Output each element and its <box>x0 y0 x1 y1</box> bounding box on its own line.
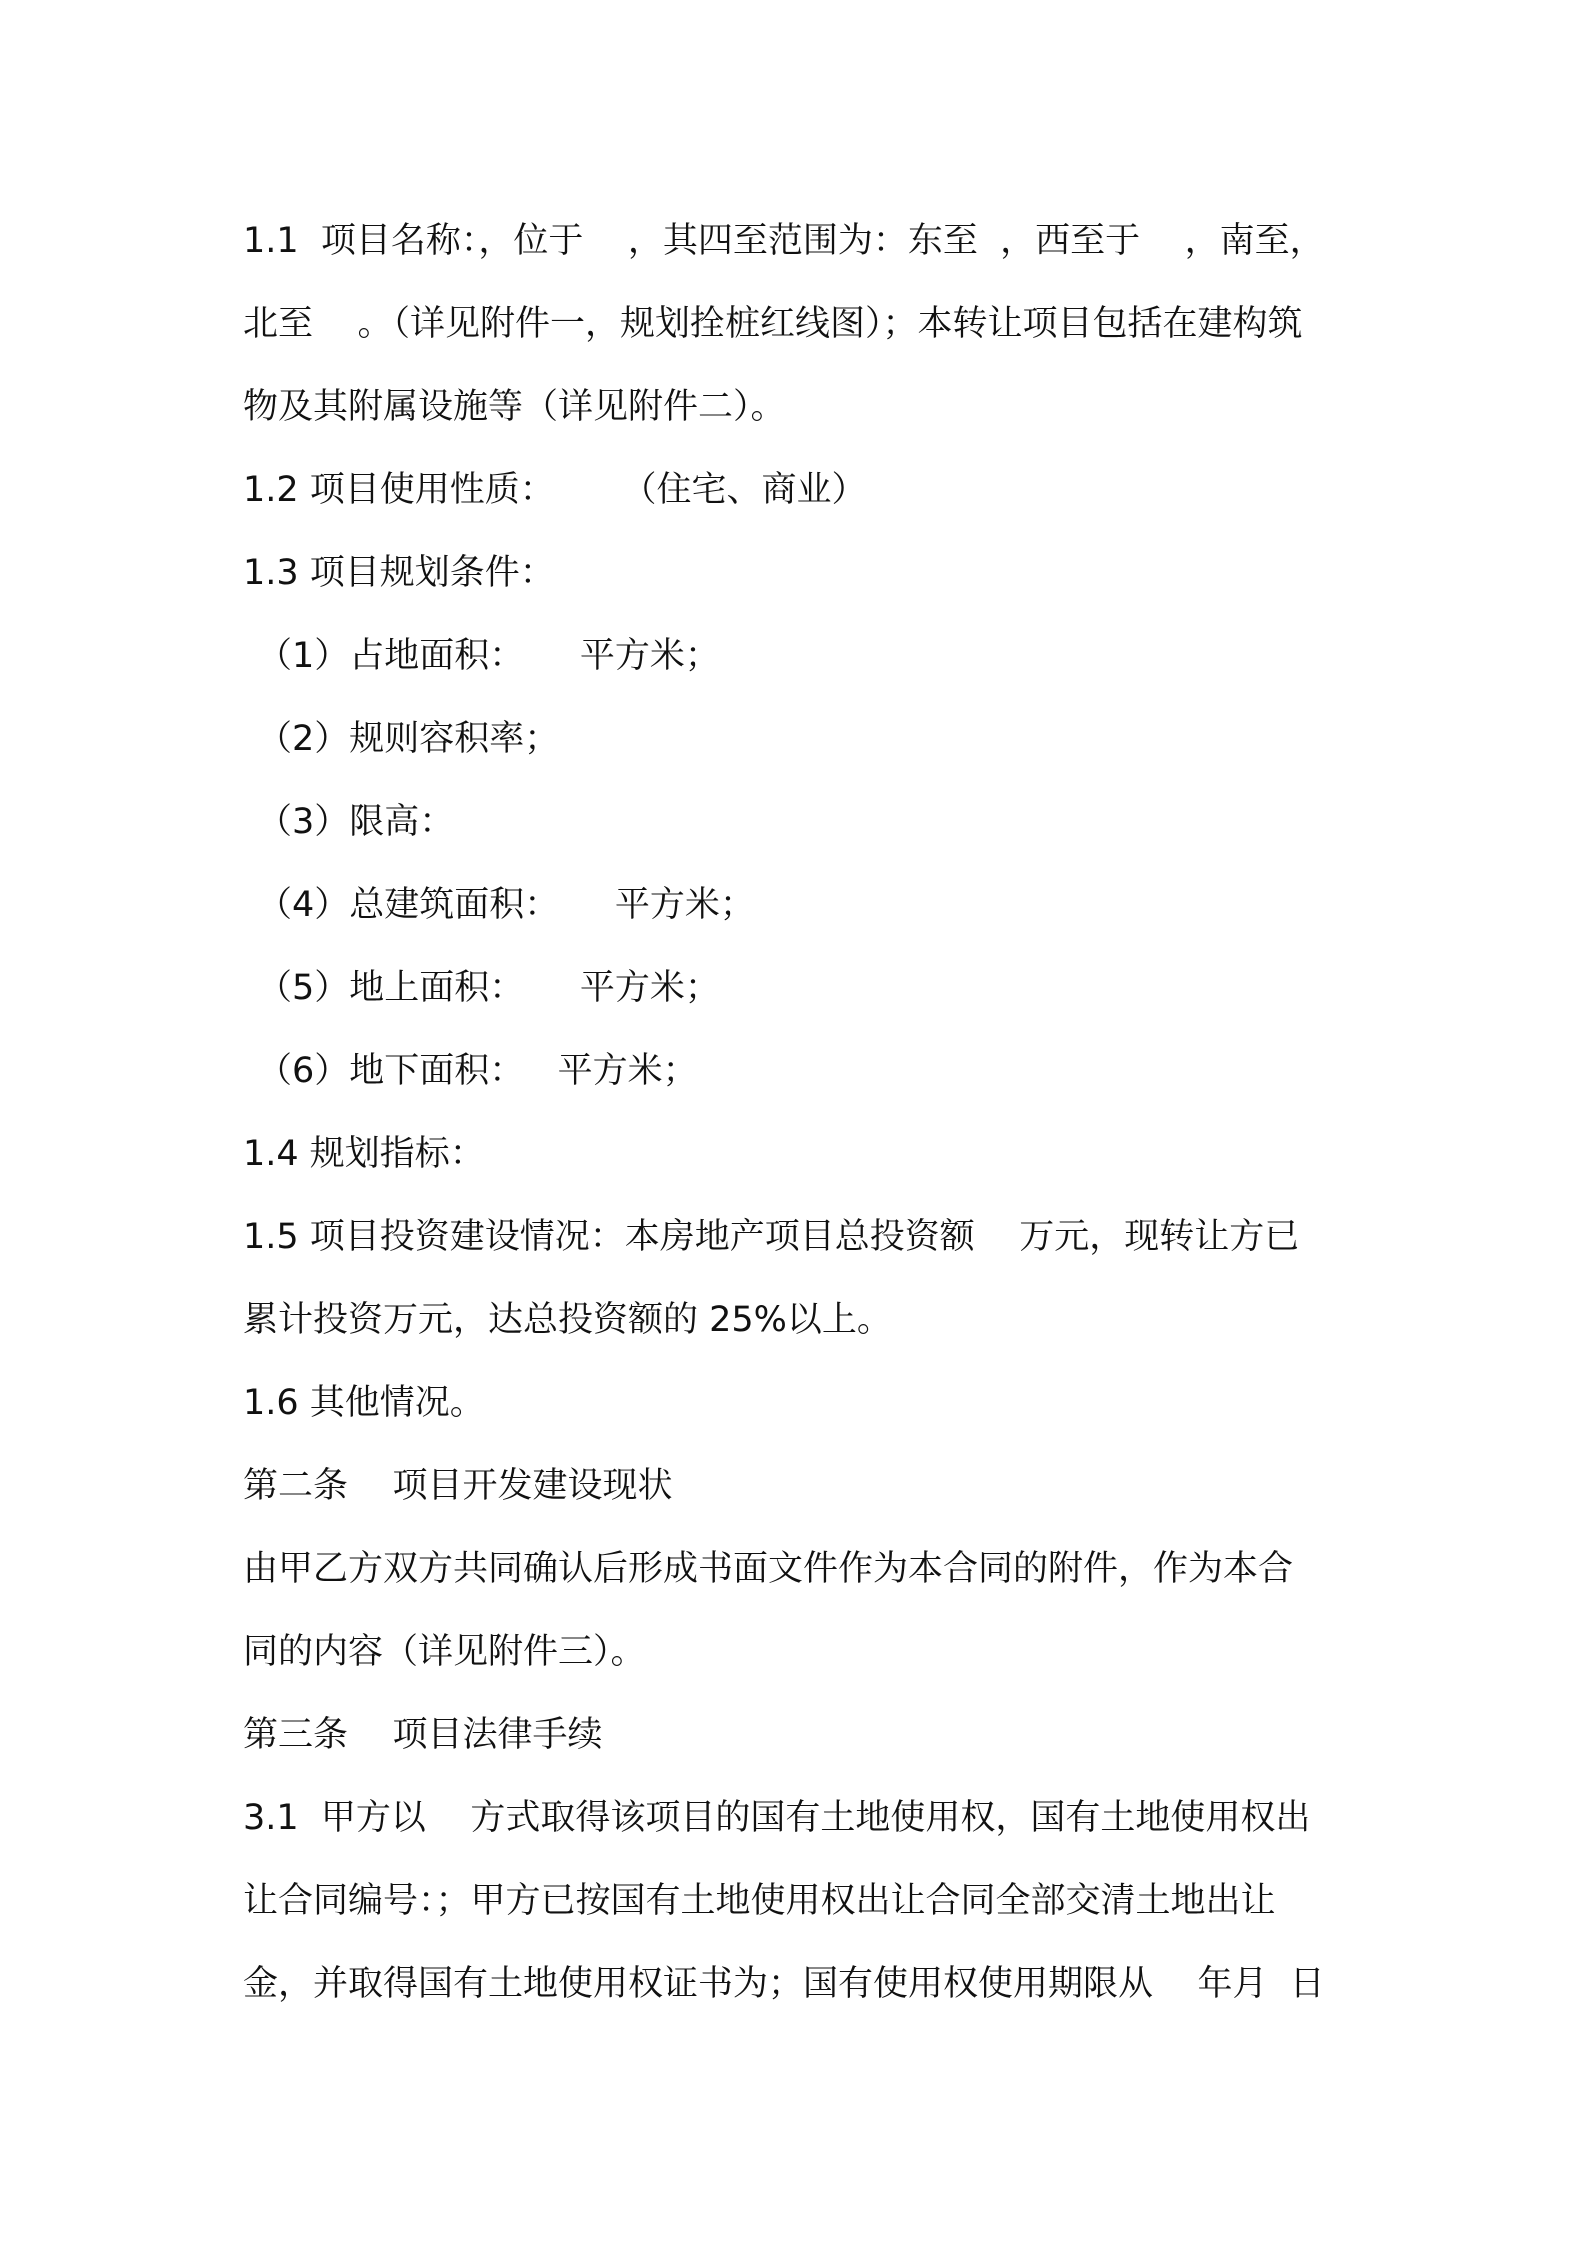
text-line-1-5-continued: 累计投资万元，达总投资额的 25%以上。 <box>243 1300 892 1340</box>
section-heading-article-2: 第二条 项目开发建设现状 <box>243 1466 673 1506</box>
text-line-3-1-land-rights: 3.1 甲方以 方式取得该项目的国有土地使用权，国有土地使用权出 <box>243 1798 1311 1838</box>
text-line-1-1-project-name: 1.1 项目名称：，位于 ，其四至范围为：东至 ，西至于 ，南至， <box>243 221 1325 261</box>
text-line-1-5-investment: 1.5 项目投资建设情况：本房地产项目总投资额 万元，现转让方已 <box>243 1217 1300 1257</box>
text-line-article-2-continued: 同的内容（详见附件三）。 <box>243 1632 646 1672</box>
document-body <box>243 200 1353 2026</box>
text-line-1-1-continued: 北至 。（详见附件一，规划拴桩红线图）；本转让项目包括在建构筑 <box>243 304 1303 344</box>
text-line-article-2-body: 由甲乙方双方共同确认后形成书面文件作为本合同的附件，作为本合 <box>243 1549 1294 1589</box>
text-line-3-1-term: 金，并取得国有土地使用权证书为；国有使用权使用期限从 年月 日 <box>243 1964 1325 2004</box>
text-line-3-1-continued: 让合同编号：；甲方已按国有土地使用权出让合同全部交清土地出让 <box>243 1881 1276 1921</box>
list-item-height-limit: （3）限高： <box>257 802 455 842</box>
text-line-1-1-end: 物及其附属设施等（详见附件二）。 <box>243 387 786 427</box>
text-line-1-2-usage: 1.2 项目使用性质： （住宅、商业） <box>243 470 867 510</box>
text-line-1-4-planning-indicators: 1.4 规划指标： <box>243 1134 485 1174</box>
text-line-1-6-other: 1.6 其他情况。 <box>243 1383 485 1423</box>
section-heading-article-3: 第三条 项目法律手续 <box>243 1715 603 1755</box>
list-item-total-floor-area: （4）总建筑面积： 平方米； <box>257 885 755 925</box>
list-item-above-ground-area: （5）地上面积： 平方米； <box>257 968 720 1008</box>
text-line-1-3-planning-conditions: 1.3 项目规划条件： <box>243 553 555 593</box>
list-item-underground-area: （6）地下面积： 平方米； <box>257 1051 698 1091</box>
list-item-land-area: （1）占地面积： 平方米； <box>257 636 720 676</box>
list-item-plot-ratio: （2）规则容积率； <box>257 719 560 759</box>
